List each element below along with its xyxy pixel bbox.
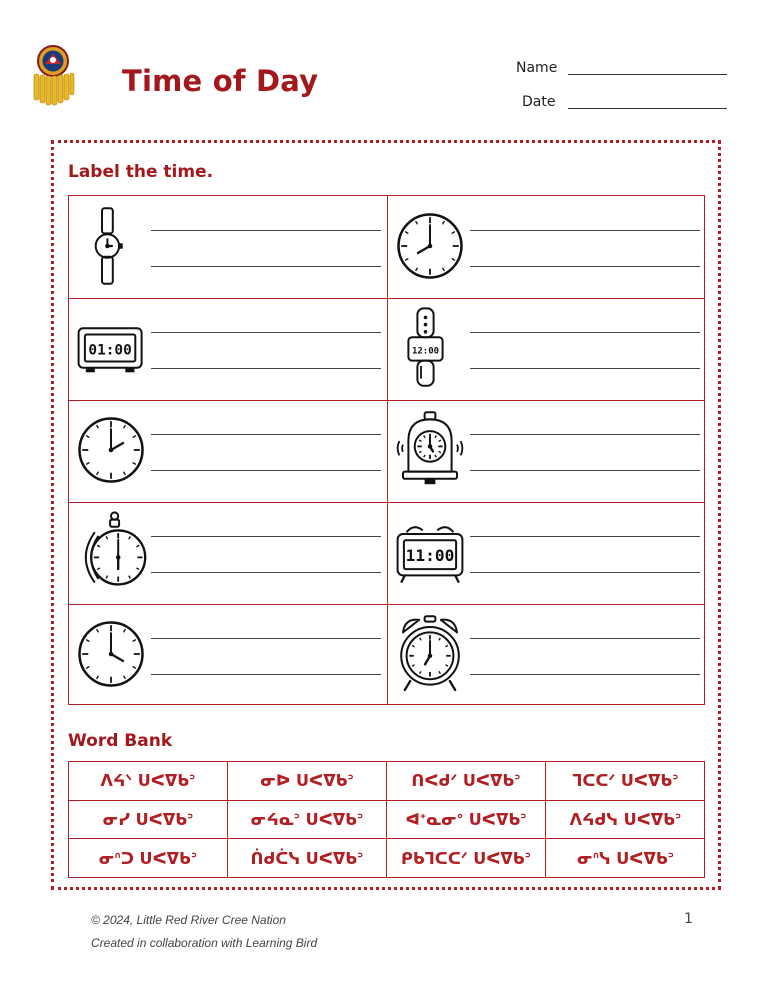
exercise-cell	[388, 298, 706, 400]
exercise-cell	[69, 298, 387, 400]
page-number: 1	[684, 911, 693, 927]
answer-line[interactable]	[470, 230, 700, 231]
date-label: Date	[522, 94, 556, 110]
name-label: Name	[516, 60, 558, 76]
answer-line[interactable]	[151, 434, 381, 435]
word-bank-table	[68, 761, 705, 878]
alarm-clock-icon	[394, 612, 466, 696]
word-bank-item: ᐱᔦᑯᓭ ᑌᐸᐁᑲᐣ	[546, 801, 705, 840]
page-title: Time of Day	[122, 64, 319, 98]
answer-line[interactable]	[470, 572, 700, 573]
answer-line[interactable]	[151, 332, 381, 333]
wristwatch-icon	[75, 204, 147, 288]
answer-line[interactable]	[151, 368, 381, 369]
answer-line[interactable]	[470, 674, 700, 675]
pocket-watch-icon	[75, 510, 147, 594]
answer-line[interactable]	[470, 434, 700, 435]
word-bank-item: ᓂᐅ ᑌᐸᐁᑲᐣ	[228, 762, 387, 801]
svg-text:12:00: 12:00	[411, 346, 440, 357]
wall-clock-icon	[75, 612, 147, 696]
exercise-cell	[69, 196, 387, 298]
word-bank-item: ᓂᐢᑐ ᑌᐸᐁᑲᐣ	[69, 839, 228, 878]
exercise-cell	[388, 502, 706, 604]
wall-clock-icon	[394, 204, 466, 288]
word-bank-item: ᑏᑯᑖᓭ ᑌᐸᐁᑲᐣ	[228, 839, 387, 878]
wall-clock-icon	[75, 408, 147, 492]
digital-clock-icon	[75, 306, 147, 390]
desk-clock-icon	[394, 408, 466, 492]
answer-line[interactable]	[470, 266, 700, 267]
exercise-cell	[69, 502, 387, 604]
word-bank-item: ᓂᔦᓇᐣ ᑌᐸᐁᑲᐣ	[228, 801, 387, 840]
svg-text:11:00: 11:00	[405, 546, 455, 565]
answer-line[interactable]	[151, 230, 381, 231]
nation-logo	[28, 44, 78, 106]
exercise-cell	[388, 400, 706, 502]
word-bank-item: ᐊᐩᓇᓂᐤ ᑌᐸᐁᑲᐣ	[387, 801, 546, 840]
digital-alarm-clock-icon	[394, 510, 466, 594]
name-field[interactable]	[568, 74, 727, 75]
answer-line[interactable]	[470, 368, 700, 369]
answer-line[interactable]	[151, 572, 381, 573]
answer-line[interactable]	[151, 674, 381, 675]
word-bank-item: ᓂᐢᓭ ᑌᐸᐁᑲᐣ	[576, 849, 675, 869]
word-bank-heading: Word Bank	[68, 731, 173, 751]
answer-line[interactable]	[470, 470, 700, 471]
copyright-text: © 2024, Little Red River Cree Nation	[91, 913, 286, 927]
word-bank-item: ᐱᔦᐠ ᑌᐸᐁᑲᐣ	[69, 762, 228, 801]
word-bank-item: ᑎᐸᑯᐟ ᑌᐸᐁᑲᐣ	[387, 762, 546, 801]
word-bank-item: ᓂᓯ ᑌᐸᐁᑲᐣ	[69, 801, 228, 840]
answer-line[interactable]	[151, 266, 381, 267]
answer-line[interactable]	[151, 470, 381, 471]
answer-line[interactable]	[470, 638, 700, 639]
exercise-cell	[69, 604, 387, 706]
answer-line[interactable]	[151, 638, 381, 639]
svg-text:01:00: 01:00	[88, 342, 132, 359]
digital-wristwatch-icon	[394, 306, 466, 390]
answer-line[interactable]	[151, 536, 381, 537]
exercise-cell	[388, 196, 706, 298]
collaboration-text: Created in collaboration with Learning Bird	[91, 936, 318, 950]
answer-line[interactable]	[470, 332, 700, 333]
exercise-cell	[69, 400, 387, 502]
word-bank-item: ᒣᑕᑕᐟ ᑌᐸᐁᑲᐣ	[546, 762, 705, 801]
exercise-grid	[68, 195, 705, 705]
instruction-heading: Label the time.	[68, 162, 214, 182]
word-bank-item: ᑭᑲᒣᑕᑕᐟ ᑌᐸᐁᑲᐣ	[387, 839, 546, 878]
answer-line[interactable]	[470, 536, 700, 537]
date-field[interactable]	[568, 108, 727, 109]
exercise-cell	[388, 604, 706, 706]
